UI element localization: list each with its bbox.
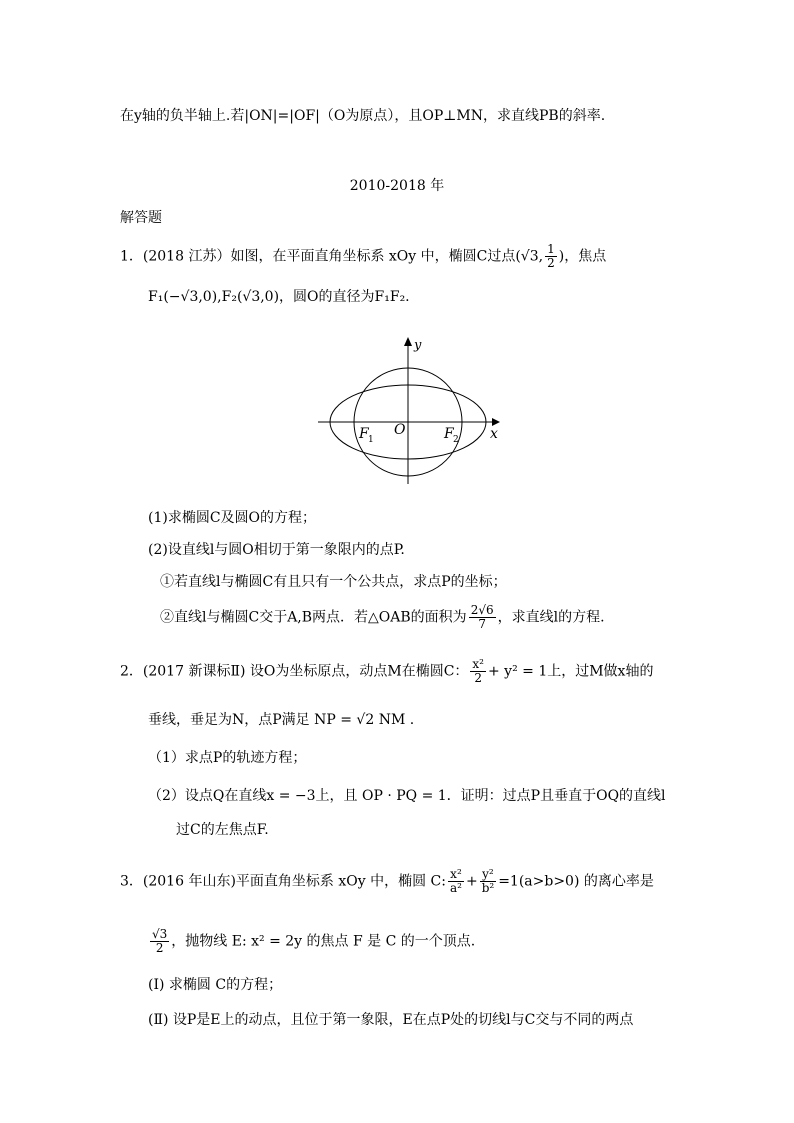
problem-3-question-1: (Ⅰ) 求椭圆 C的方程；	[148, 977, 283, 993]
x-over-a-fraction	[448, 868, 464, 895]
problem-1-line-1-prefix: 1．(2018 江苏）如图，在平面直角坐标系 xOy 中，椭圆C过点(√3,	[120, 248, 544, 265]
problem-2-question-2-cont: 过C的左焦点F.	[176, 822, 269, 838]
problem-3-line-2	[148, 928, 475, 955]
fraction-denominator: 2	[547, 256, 555, 270]
fraction-denominator: a²	[449, 881, 462, 895]
plus-sign: +	[465, 873, 478, 890]
fraction-numerator: x²	[448, 868, 464, 882]
problem-2-question-1: （1）求点P的轨迹方程；	[148, 750, 307, 766]
problem-3-line-1	[120, 868, 654, 895]
problem-1-line-1	[120, 243, 606, 270]
problem-1-question-2: (2)设直线l与圆O相切于第一象限内的点P.	[148, 542, 405, 558]
problem-1-question-1: (1)求椭圆C及圆O的方程；	[148, 510, 317, 526]
x-axis-label: x	[490, 426, 498, 442]
f1-subscript: 1	[368, 435, 374, 445]
ellipse-fraction	[470, 658, 486, 685]
problem-3-question-2: (Ⅱ) 设P是E上的动点，且位于第一象限，E在点P处的切线l与C交与不同的两点	[148, 1012, 634, 1028]
origin-label: O	[394, 422, 406, 438]
f2-subscript: 2	[453, 435, 459, 445]
problem-1-question-2-2	[160, 604, 605, 631]
problem-3-line-1-prefix: 3．(2016 年山东)平面直角坐标系 xOy 中，椭圆 C:	[120, 873, 446, 890]
problem-1-q22-suffix: ，求直线l的方程.	[497, 609, 605, 626]
fraction-denominator: b²	[481, 881, 495, 895]
fraction-numerator: 2√6	[470, 603, 494, 617]
section-label: 解答题	[120, 210, 162, 226]
x-axis-arrow	[492, 418, 500, 426]
fraction-numerator: x²	[472, 657, 484, 671]
area-fraction	[469, 604, 496, 631]
intro-line: 在y轴的负半轴上.若|ON|=|OF|（O为原点），且OP⊥MN，求直线PB的斜率.	[120, 108, 606, 124]
f2-label: F	[444, 426, 454, 442]
y-over-b-fraction	[480, 868, 497, 895]
problem-2-line-1-prefix: 2．(2017 新课标Ⅱ) 设O为坐标原点，动点M在椭圆C：	[120, 663, 469, 680]
problem-1-q22-prefix: ②直线l与椭圆C交于A,B两点．若△OAB的面积为	[160, 609, 467, 626]
problem-3-line-1-suffix: =1(a>b>0) 的离心率是	[498, 873, 654, 890]
fraction-numerator: 1	[547, 242, 555, 256]
problem-1-point-fraction	[545, 243, 557, 270]
problem-2-question-2: （2）设点Q在直线x = −3上，且 OP · PQ = 1．证明：过点P且垂直于OQ的直线l	[148, 788, 666, 804]
problem-3-line-2-suffix: ，抛物线 E: x² = 2y 的焦点 F 是 C 的一个顶点.	[171, 933, 476, 950]
fraction-numerator: √3	[152, 927, 168, 941]
ellipse-circle-figure	[310, 334, 510, 486]
problem-2-line-1-suffix: + y² = 1上，过M做x轴的	[487, 663, 654, 680]
f1-label: F	[359, 426, 369, 442]
problem-1-line-2: F₁(−√3,0),F₂(√3,0)，圆O的直径为F₁F₂.	[148, 289, 410, 305]
problem-2-line-2: 垂线，垂足为N，点P满足 NP = √2 NM .	[148, 712, 415, 728]
problem-1-line-1-suffix: )，焦点	[558, 248, 607, 265]
problem-2-line-1	[120, 658, 653, 685]
fraction-denominator: 2	[155, 941, 164, 955]
problem-1-question-2-1: ①若直线l与椭圆C有且只有一个公共点，求点P的坐标；	[160, 574, 507, 590]
y-axis-label: y	[414, 338, 422, 353]
fraction-denominator: 2	[474, 671, 483, 685]
fraction-numerator: y²	[480, 868, 497, 882]
fraction-denominator: 7	[478, 617, 486, 631]
section-title: 2010-2018 年	[349, 178, 445, 194]
eccentricity-fraction	[150, 928, 169, 955]
y-axis-arrow	[404, 337, 412, 346]
